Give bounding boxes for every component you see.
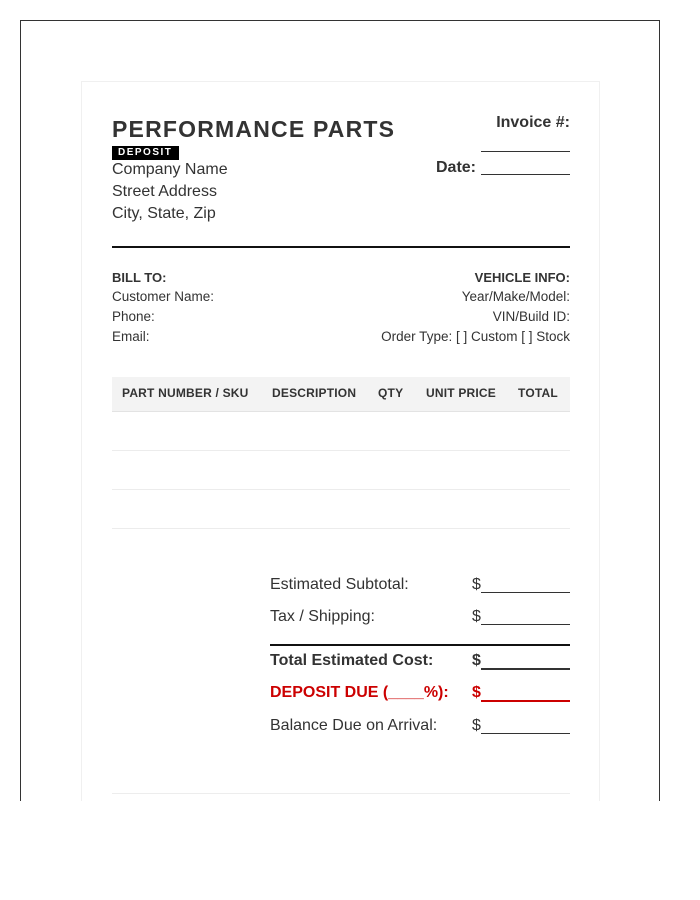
column-total: TOTAL [518, 386, 558, 400]
header-divider [112, 246, 570, 248]
phone-label: Phone: [112, 309, 155, 324]
invoice-number-field[interactable] [481, 151, 570, 152]
deposit-badge: DEPOSIT [112, 146, 179, 160]
tax-shipping-label: Tax / Shipping: [270, 608, 375, 625]
vin-build-id-label: VIN/Build ID: [492, 309, 570, 324]
invoice-number-label: Invoice #: [496, 114, 570, 131]
deposit-due-label: DEPOSIT DUE (____%): [270, 684, 449, 701]
email-label: Email: [112, 329, 150, 344]
column-unit-price: UNIT PRICE [426, 386, 497, 400]
estimated-subtotal-label: Estimated Subtotal: [270, 576, 409, 593]
table-row[interactable] [112, 489, 570, 490]
subtotal-field[interactable] [481, 592, 570, 593]
street-address: Street Address [112, 183, 217, 200]
date-field[interactable] [481, 174, 570, 175]
customer-name-label: Customer Name: [112, 289, 215, 304]
date-label: Date: [436, 159, 477, 176]
column-qty: QTY [378, 386, 404, 400]
company-name: Company Name [112, 161, 228, 178]
balance-due-field[interactable] [481, 733, 570, 734]
column-description: DESCRIPTION [272, 386, 357, 400]
company-title: PERFORMANCE PARTS [112, 116, 396, 142]
summary-divider [270, 644, 570, 646]
city-state-zip: City, State, Zip [112, 205, 216, 222]
tax-currency: $ [472, 608, 481, 625]
bill-to-title: BILL TO: [112, 270, 167, 285]
subtotal-currency: $ [472, 576, 481, 593]
total-estimated-cost-field[interactable] [481, 668, 570, 670]
balance-currency: $ [472, 717, 481, 734]
year-make-model-label: Year/Make/Model: [461, 289, 570, 304]
order-type-label: Order Type: [ ] Custom [ ] Stock [381, 329, 570, 344]
footer-divider [112, 793, 570, 794]
vehicle-info-title: VEHICLE INFO: [474, 270, 570, 285]
total-currency: $ [472, 652, 481, 669]
table-row[interactable] [112, 528, 570, 529]
table-row[interactable] [112, 450, 570, 451]
total-estimated-cost-label: Total Estimated Cost: [270, 652, 434, 669]
column-part-number: PART NUMBER / SKU [122, 386, 249, 400]
deposit-currency: $ [472, 684, 481, 701]
tax-shipping-field[interactable] [481, 624, 570, 625]
deposit-due-field[interactable] [481, 700, 570, 702]
balance-due-label: Balance Due on Arrival: [270, 717, 438, 734]
